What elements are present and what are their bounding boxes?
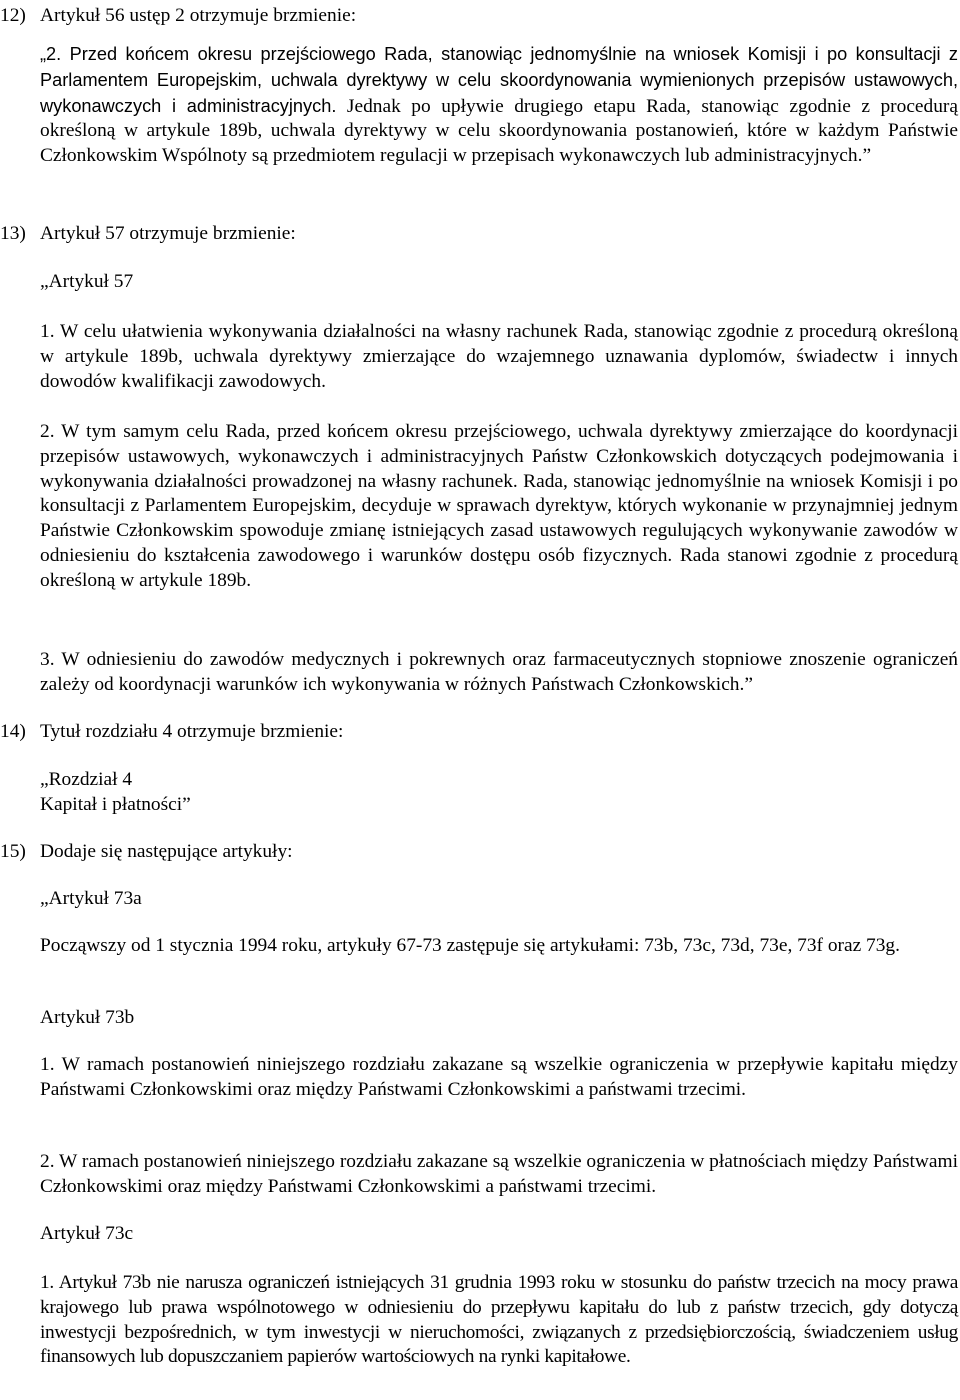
item-number: 12)	[0, 5, 26, 26]
article-57-paragraph-1: 1. W celu ułatwienia wykonywania działalności na własny rachunek Rada, stanowiąc zgodnie z procedurą określoną w artykule 189b, uchwala dyrektywy zmierzające do wzajemnego uznawania dyplomów, świadectw i innych dowodów kwalifikacji zawodowych.	[40, 321, 958, 392]
list-item-14	[0, 720, 956, 745]
item-text: Tytuł rozdziału 4 otrzymuje brzmienie:	[40, 721, 344, 742]
article-56-paragraph-2	[40, 42, 958, 169]
item-number: 14)	[0, 721, 26, 742]
article-57-heading: „Artykuł 57	[40, 271, 134, 292]
paragraph-part-serif: Jednak po upływie drugiego etapu Rada, stanowiąc zgodnie z procedurą określoną w artykule 189b, uchwala dyrektywy w celu skoordynowania postanowień, które w każdym Państwie Członkowskim Wspólnoty są przedmiotem regulacji w przepisach wykonawczych lub administracyjnych.”	[40, 95, 958, 167]
list-item-12	[0, 4, 956, 29]
article-57-paragraph-2: 2. W tym samym celu Rada, przed końcem okresu przejściowego, uchwala dyrektywy zmierzające do koordynacji przepisów ustawowych, wykonawczych i administracyjnych Państw Członkowskich dotyczących podejmowania i wykonywania działalności prowadzonej na własny rachunek. Rada, stanowiąc jednomyślnie na wniosek Komisji i po konsultacji z Parlamentem Europejskim, decyduje w sprawach dyrektyw, których wykonanie w przynajmniej jednym Państwie Członkowskim spowoduje zmianę istniejących zasad ustawowych regulujących wykonywanie zawodów w odniesieniu do kształcenia zawodowego i warunków dostępu osób fizycznych. Rada stanowi zgodnie z procedurą określoną w artykule 189b.	[40, 421, 958, 591]
list-item-15	[0, 840, 956, 865]
article-73c-heading: Artykuł 73c	[40, 1223, 134, 1244]
item-text: Artykuł 57 otrzymuje brzmienie:	[40, 223, 296, 244]
article-73c-paragraph-1: 1. Artykuł 73b nie narusza ograniczeń istniejących 31 grudnia 1993 roku w stosunku do państw trzecich na mocy prawa krajowego lub prawa wspólnotowego w odniesieniu do przepływu kapitału do lub z państw trzecich, gdy dotyczą inwestycji bezpośrednich, w tym inwestycji w nieruchomości, związanych z przedsiębiorczością, świadczeniem usług finansowych lub dopuszczaniem papierów wartościowych na rynki kapitałowe.	[40, 1272, 958, 1368]
article-73a-paragraph: Począwszy od 1 stycznia 1994 roku, artykuły 67-73 zastępuje się artykułami: 73b, 73c, 73d, 73e, 73f oraz 73g.	[40, 935, 900, 956]
item-number: 15)	[0, 841, 26, 862]
item-text: Artykuł 56 ustęp 2 otrzymuje brzmienie:	[40, 5, 357, 26]
chapter-4-title: Kapitał i płatności”	[40, 794, 191, 815]
article-73b-paragraph-2: 2. W ramach postanowień niniejszego rozdziału zakazane są wszelkie ograniczenia w płatnościach między Państwami Członkowskimi oraz między Państwami Członkowskimi a państwami trzecimi.	[40, 1151, 958, 1197]
article-73b-paragraph-1: 1. W ramach postanowień niniejszego rozdziału zakazane są wszelkie ograniczenia w przepływie kapitału między Państwami Członkowskimi oraz między Państwami Członkowskimi a państwami trzecimi.	[40, 1054, 958, 1100]
article-73a-heading: „Artykuł 73a	[40, 888, 142, 909]
item-text: Dodaje się następujące artykuły:	[40, 841, 293, 862]
chapter-4-heading: „Rozdział 4	[40, 769, 133, 790]
paragraph-part-sans: „2. Przed końcem okresu przejściowego Rada, stanowiąc jednomyślnie na wniosek Komisji i po konsultacji z Parlamentem Europejskim, uchwala dyrektywy w celu skoordynowania wymienionych przepisów ustawowych, wykonawczych i administracyjnych.	[40, 44, 958, 116]
article-57-paragraph-3: 3. W odniesieniu do zawodów medycznych i pokrewnych oraz farmaceutycznych stopniowe znoszenie ograniczeń zależy od koordynacji warunków ich wykonywania w różnych Państwach Członkowskich.”	[40, 649, 958, 695]
article-73b-heading: Artykuł 73b	[40, 1007, 135, 1028]
item-number: 13)	[0, 223, 26, 244]
list-item-13	[0, 222, 956, 247]
